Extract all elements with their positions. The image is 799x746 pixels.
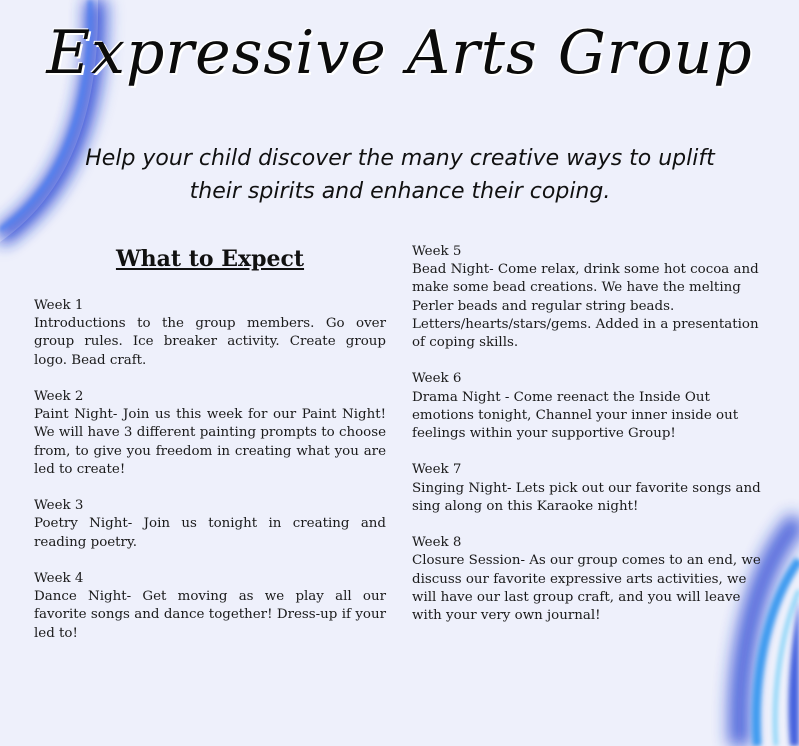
week-label: Week 6 <box>412 371 462 387</box>
week-block <box>34 570 386 643</box>
subtitle: Help your child discover the many creative ways to uplift their spirits and enhance their coping. <box>85 146 715 204</box>
week-block <box>34 388 386 479</box>
week-description: Singing Night- Lets pick out our favorite songs and sing along on this Karaoke night! <box>412 480 761 514</box>
week-description: Drama Night - Come reenact the Inside Out emotions tonight, Channel your inner inside out feelings within your supportive Group! <box>412 389 739 442</box>
week-block <box>412 461 767 516</box>
week-label: Week 7 <box>412 462 462 478</box>
week-block <box>412 243 767 352</box>
right-week-column <box>412 243 767 643</box>
page-title: Expressive Arts Group <box>46 18 753 88</box>
week-block <box>34 497 386 552</box>
week-label: Week 8 <box>412 535 462 551</box>
week-description: Closure Session- As our group comes to an end, we discuss our favorite expressive arts activities, we will have our last group craft, and you will leave with your very own journal! <box>412 553 761 624</box>
week-label: Week 4 <box>34 571 84 586</box>
section-heading: What to Expect <box>115 246 305 272</box>
week-label: Week 1 <box>34 298 84 313</box>
week-block <box>412 370 767 443</box>
left-week-column <box>34 297 386 661</box>
week-label: Week 5 <box>412 244 462 259</box>
week-block <box>412 534 767 625</box>
week-description: Introductions to the group members. Go over group rules. Ice breaker activity. Create group logo. Bead craft. <box>34 316 386 368</box>
week-description: Dance Night- Get moving as we play all our favorite songs and dance together! Dress-up if your led to! <box>34 589 386 641</box>
week-label: Week 3 <box>34 498 84 514</box>
week-description: Poetry Night- Join us tonight in creating and reading poetry. <box>34 516 386 550</box>
week-label: Week 2 <box>34 389 84 404</box>
week-block <box>34 297 386 370</box>
week-description: Paint Night- Join us this week for our Paint Night! We will have 3 different painting prompts to choose from, to give you freedom in creating what you are led to create! <box>34 407 386 477</box>
week-description: Bead Night- Come relax, drink some hot cocoa and make some bead creations. We have the melting Perler beads and regular string beads. Letters/hearts/stars/gems. Added in a presentation of coping skills. <box>412 262 759 351</box>
